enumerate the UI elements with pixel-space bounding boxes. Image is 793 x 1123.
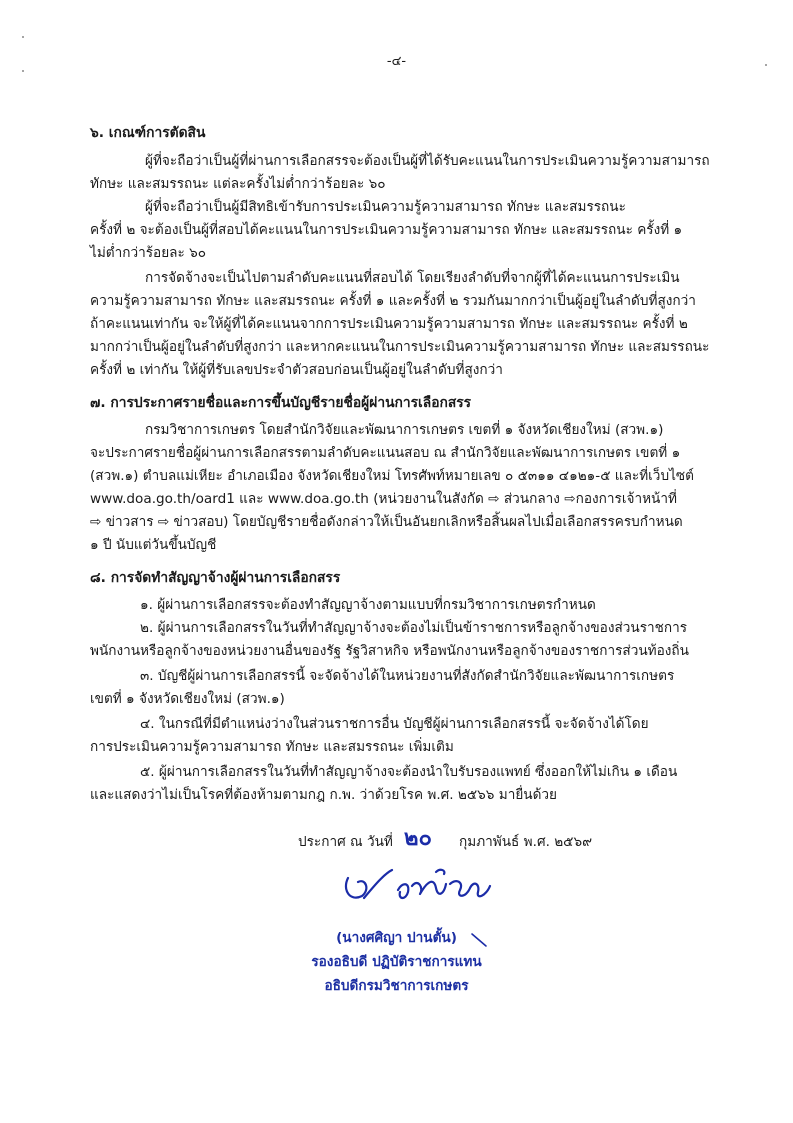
section-6-p2-line1: ผู้ที่จะถือว่าเป็นผู้มีสิทธิเข้ารับการประเมินความรู้ความสามารถ ทักษะ และสมรรถนะ bbox=[145, 199, 626, 215]
section-8-item5-line2: และแสดงว่าไม่เป็นโรคที่ต้องห้ามตามกฎ ก.พ. ว่าด้วยโรค พ.ศ. ๒๕๖๖ มายื่นด้วย bbox=[90, 787, 558, 803]
section-7-line5: ⇨ ข่าวสาร ⇨ ข่าวสอบ) โดยบัญชีรายชื่อดังกล่าวให้เป็นอันยกเลิกหรือสิ้นผลไปเมื่อเลือกสรรครบกำหนด bbox=[90, 514, 683, 530]
section-6-p2-line2: ครั้งที่ ๒ จะต้องเป็นผู้ที่สอบได้คะแนนในการประเมินความรู้ความสามารถ ทักษะ และสมรรถนะ ครั้งที่ ๑ bbox=[90, 222, 683, 238]
section-7-line1: กรมวิชาการเกษตร โดยสำนักวิจัยและพัฒนาการเกษตร เขตที่ ๑ จังหวัดเชียงใหม่ (สวพ.๑) bbox=[145, 422, 664, 438]
signatory-name: (นางศศิญา ปานตั้น) bbox=[336, 930, 457, 946]
section-7-line3: (สวพ.๑) ตำบลแม่เหียะ อำเภอเมือง จังหวัดเชียงใหม่ โทรศัพท์หมายเลข ๐ ๕๓๑๑ ๔๑๒๑-๕ และที่เว็บไซต์ bbox=[90, 468, 694, 484]
section-8-item3-line1: ๓. บัญชีผู้ผ่านการเลือกสรรนี้ จะจัดจ้างได้ในหน่วยงานที่สังกัดสำนักวิจัยและพัฒนาการเกษตร bbox=[140, 668, 675, 684]
section-6-p3-line5: ครั้งที่ ๒ เท่ากัน ให้ผู้ที่รับเลขประจำตัวสอบก่อนเป็นผู้อยู่ในลำดับที่สูงกว่า bbox=[90, 362, 503, 378]
section-6-p3-line3: ถ้าคะแนนเท่ากัน จะให้ผู้ที่ได้คะแนนจากการประเมินความรู้ความสามารถ ทักษะ และสมรรถนะ ครั้งที่ ๒ bbox=[90, 316, 688, 332]
section-8-item4-line2: การประเมินความรู้ความสามารถ ทักษะ และสมรรถนะ เพิ่มเติม bbox=[90, 739, 454, 755]
page-number: -๔- bbox=[386, 54, 407, 69]
section-8-item3-line2: เขตที่ ๑ จังหวัดเชียงใหม่ (สวพ.๑) bbox=[90, 691, 285, 707]
announce-month-year: กุมภาพันธ์ พ.ศ. ๒๕๖๙ bbox=[459, 834, 593, 850]
section-8-item2-line2: พนักงานหรือลูกจ้างของหน่วยงานอื่นของรัฐ รัฐวิสาหกิจ หรือพนักงานหรือลูกจ้างของราชการส่วนท้องถิ่น bbox=[90, 643, 689, 659]
section-8-item4-line1: ๔. ในกรณีที่มีตำแหน่งว่างในส่วนราชการอื่น บัญชีผู้ผ่านการเลือกสรรนี้ จะจัดจ้างได้โดย bbox=[140, 716, 649, 732]
announce-day-handwritten: ๒๐ bbox=[404, 825, 432, 851]
section-6-p1-line2: ทักษะ และสมรรถนะ แต่ละครั้งไม่ต่ำกว่าร้อยละ ๖๐ bbox=[90, 176, 386, 192]
section-6-p1-line1: ผู้ที่จะถือว่าเป็นผู้ที่ผ่านการเลือกสรรจะต้องเป็นผู้ที่ได้รับคะแนนในการประเมินความรู้ความสามารถ bbox=[145, 153, 710, 169]
section-6-p3-line1: การจัดจ้างจะเป็นไปตามลำดับคะแนนที่สอบได้ โดยเรียงลำดับที่จากผู้ที่ได้คะแนนการประเมิน bbox=[145, 270, 680, 286]
section-6-p2-line3: ไม่ต่ำกว่าร้อยละ ๖๐ bbox=[90, 245, 207, 261]
pen-stroke-mark bbox=[470, 930, 490, 950]
signatory-position-2: อธิบดีกรมวิชาการเกษตร bbox=[324, 978, 469, 994]
handwritten-signature bbox=[340, 860, 500, 910]
section-6-p3-line4: มากกว่าเป็นผู้อยู่ในลำดับที่สูงกว่า และหากคะแนนในการประเมินความรู้ความสามารถ ทักษะ และสมรรถนะ bbox=[90, 339, 710, 355]
section-6-p3-line2: ความรู้ความสามารถ ทักษะ และสมรรถนะ ครั้งที่ ๑ และครั้งที่ ๒ รวมกันมากกว่าเป็นผู้อยู่ในลำดับที่สูงกว่า bbox=[90, 293, 696, 309]
section-7-line4: www.doa.go.th/oard1 และ www.doa.go.th (หน่วยงานในสังกัด ⇨ ส่วนกลาง ⇨กองการเจ้าหน้าที่ bbox=[90, 491, 677, 507]
section-7-heading: ๗. การประกาศรายชื่อและการขึ้นบัญชีรายชื่อผู้ผ่านการเลือกสรร bbox=[90, 395, 472, 411]
signatory-position-1: รองอธิบดี ปฏิบัติราชการแทน bbox=[311, 954, 482, 970]
section-8-item2-line1: ๒. ผู้ผ่านการเลือกสรรในวันที่ทำสัญญาจ้างจะต้องไม่เป็นข้าราชการหรือลูกจ้างของส่วนราชการ bbox=[140, 620, 688, 636]
section-7-line6: ๑ ปี นับแต่วันขึ้นบัญชี bbox=[90, 537, 217, 553]
section-7-line2: จะประกาศรายชื่อผู้ผ่านการเลือกสรรตามลำดับคะแนนสอบ ณ สำนักวิจัยและพัฒนาการเกษตร เขตที่ ๑ bbox=[90, 445, 681, 461]
section-8-item1: ๑. ผู้ผ่านการเลือกสรรจะต้องทำสัญญาจ้างตามแบบที่กรมวิชาการเกษตรกำหนด bbox=[140, 597, 596, 613]
scan-speck bbox=[22, 36, 24, 38]
section-6-heading: ๖. เกณฑ์การตัดสิน bbox=[90, 125, 206, 141]
announce-prefix: ประกาศ ณ วันที่ bbox=[298, 834, 393, 850]
section-8-heading: ๘. การจัดทำสัญญาจ้างผู้ผ่านการเลือกสรร bbox=[90, 570, 341, 586]
section-8-item5-line1: ๕. ผู้ผ่านการเลือกสรรในวันที่ทำสัญญาจ้างจะต้องนำใบรับรองแพทย์ ซึ่งออกให้ไม่เกิน ๑ เดือน bbox=[140, 764, 678, 780]
